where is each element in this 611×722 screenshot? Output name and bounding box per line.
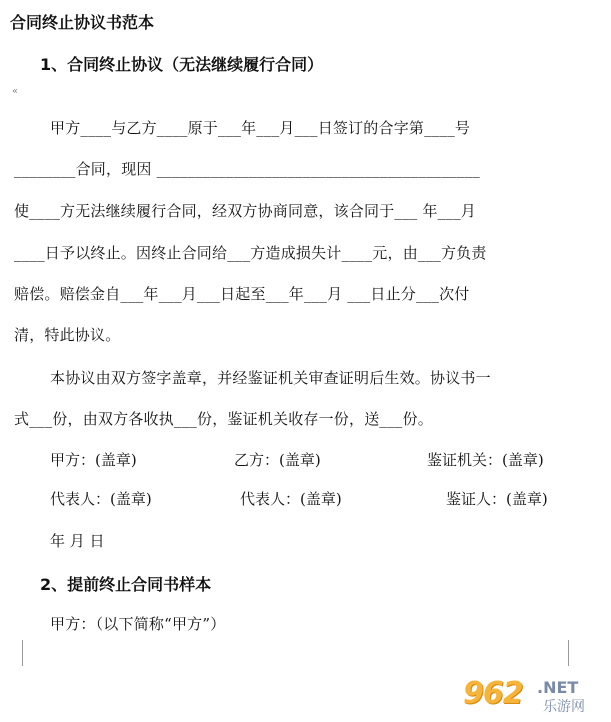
- sign-date: 年 月 日: [50, 532, 105, 550]
- watermark-sub: 乐游网: [543, 699, 585, 715]
- watermark-domain: .NET: [537, 678, 579, 697]
- sign-rep-a: 代表人：(盖章): [50, 490, 152, 508]
- body-line-3: 使____方无法继续履行合同，经双方协商同意，该合同于___ 年___月: [14, 202, 476, 220]
- sign-rep-b: 代表人：(盖章): [240, 490, 342, 508]
- page-corner-left: [12, 640, 23, 666]
- body-line-4: ____日予以终止。因终止合同给___方造成损失计____元，由___方负责: [14, 244, 487, 262]
- body-line-5: 赔偿。赔偿金自___年___月___日起至___年___月 ___日止分___次付: [14, 285, 470, 303]
- sign-notary: 鉴证人：(盖章): [446, 490, 548, 508]
- watermark-logo: [463, 674, 603, 718]
- body-line-6: 清，特此协议。: [14, 326, 121, 344]
- sign-party-a: 甲方：(盖章): [50, 451, 137, 469]
- body-line-8: 式___份，由双方各收执___份，鉴证机关收存一份，送___份。: [14, 410, 433, 428]
- body-line-1: 甲方____与乙方____原于___年___月___日签订的合字第____号: [50, 119, 471, 137]
- section-1-title: 1、合同终止协议（无法继续履行合同）: [40, 55, 324, 74]
- watermark-number: 962: [463, 676, 523, 711]
- paragraph-marker: «: [12, 86, 19, 97]
- section-2-party-a: 甲方：（以下简称“甲方”）: [50, 615, 226, 633]
- page-corner-right: [568, 640, 579, 666]
- doc-title: 合同终止协议书范本: [10, 13, 155, 32]
- sign-party-b: 乙方：(盖章): [234, 451, 321, 469]
- sign-notary-office: 鉴证机关：(盖章): [427, 451, 544, 469]
- body-line-7: 本协议由双方签字盖章，并经鉴证机关审查证明后生效。协议书一: [50, 369, 491, 387]
- section-2-title: 2、提前终止合同书样本: [40, 575, 212, 594]
- body-line-2: ________合同，现因 __________________________________________: [14, 160, 480, 178]
